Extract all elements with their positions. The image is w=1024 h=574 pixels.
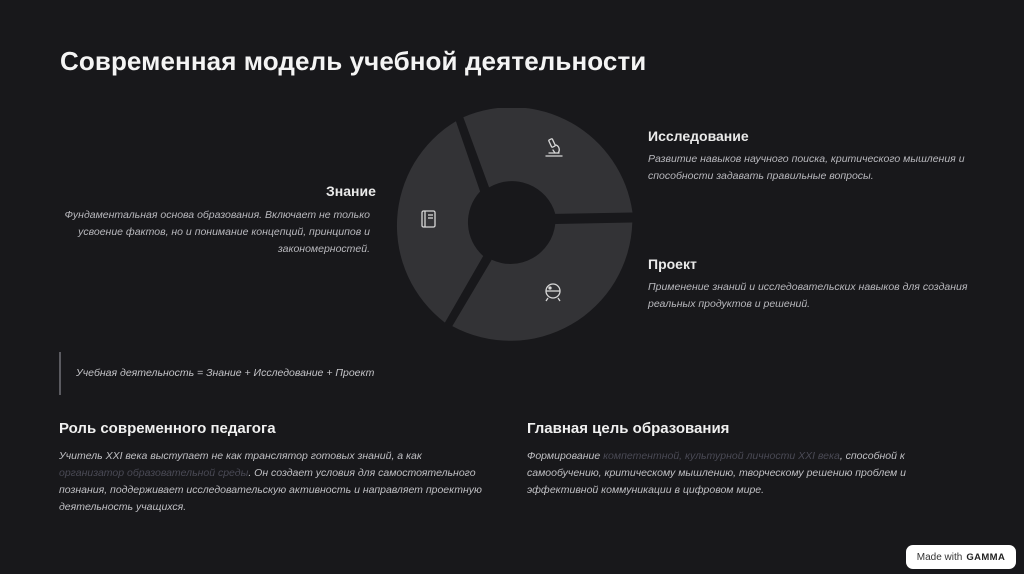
badge-prefix: Made with xyxy=(916,551,963,563)
teacher-heading: Роль современного педагога xyxy=(59,420,276,437)
goal-highlight: компетентной, культурной личности XXI века xyxy=(603,450,840,462)
formula-quote: Учебная деятельность = Знание + Исследование + Проект xyxy=(76,367,375,379)
segment-knowledge xyxy=(397,121,483,322)
made-with-gamma-badge[interactable] xyxy=(906,545,1016,569)
cycle-donut-diagram xyxy=(388,108,634,344)
project-text: Применение знаний и исследовательских навыков для создания реальных продуктов и решений. xyxy=(648,281,968,310)
project-title: Проект xyxy=(648,256,697,272)
quote-bar xyxy=(59,352,61,395)
knowledge-title: Знание xyxy=(326,183,376,199)
goal-heading: Главная цель образования xyxy=(527,420,730,437)
page-title: Современная модель учебной деятельности xyxy=(60,46,647,76)
research-text: Развитие навыков научного поиска, критического мышления и способности задавать правильные вопросы. xyxy=(648,153,965,182)
teacher-text: Учитель XXI века выступает не как транслятор готовых знаний, а как организатор образовательной среды. Он создает условия для самостоятельного познания, поддерживает исследовательскую активность и направляет проектную деятельность учащихся. xyxy=(59,450,482,513)
knowledge-text: Фундаментальная основа образования. Включает не только усвоение фактов, но и понимание концепций, принципов и закономерностей. xyxy=(64,209,370,255)
teacher-highlight: организатор образовательной среды xyxy=(59,467,249,479)
goal-text: Формирование компетентной, культурной личности XXI века, способной к самообучению, критическому мышлению, творческому решению проблем и эффективной коммуникации в цифровом мире. xyxy=(527,450,906,496)
gamma-logo: GAMMA xyxy=(966,551,1006,563)
segment-project xyxy=(452,223,632,341)
segment-research xyxy=(463,108,632,214)
research-title: Исследование xyxy=(648,128,749,144)
